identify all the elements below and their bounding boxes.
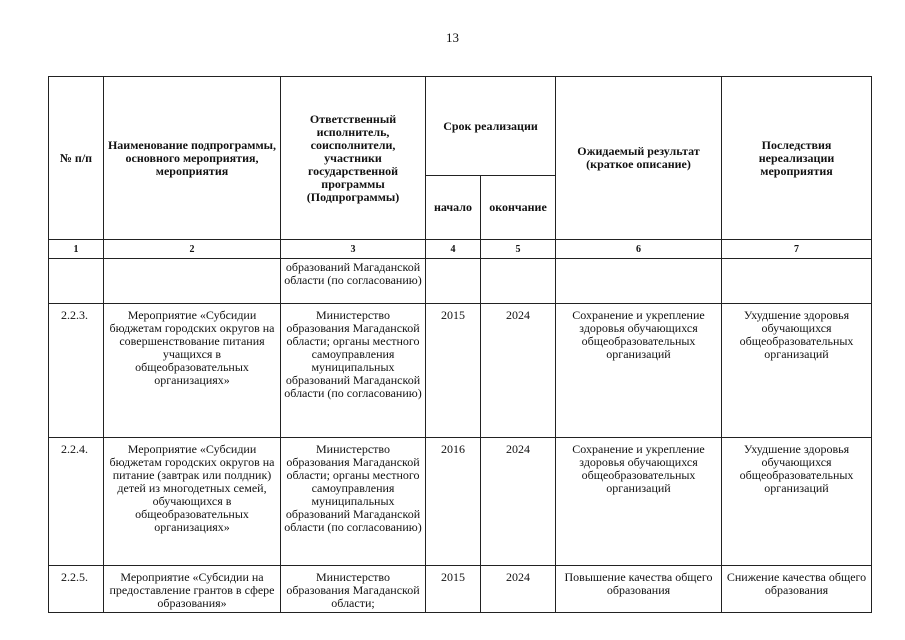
row-consequences: Ухудшение здоровья обучающихся общеобразовательных организаций (722, 304, 872, 438)
row-number: 2.2.4. (49, 438, 104, 566)
header-start: начало (426, 176, 481, 240)
empty-cell (49, 259, 104, 304)
row-number: 2.2.5. (49, 566, 104, 613)
row-consequences: Ухудшение здоровья обучающихся общеобразовательных организаций (722, 438, 872, 566)
header-name: Наименование подпрограммы, основного мероприятия, мероприятия (104, 77, 281, 240)
row-end: 2024 (481, 566, 556, 613)
row-name: Мероприятие «Субсидии на предоставление грантов в сфере образования» (104, 566, 281, 613)
empty-cell (481, 259, 556, 304)
row-name: Мероприятие «Субсидии бюджетам городских округов на питание (завтрак или полдник) детей из многодетных семей, обучающихся в общеобразовательных организациях» (104, 438, 281, 566)
column-number: 2 (104, 240, 281, 259)
header-num: № п/п (49, 77, 104, 240)
header-responsible: Ответственный исполнитель, соисполнители, участники государственной программы (Подпрограммы) (281, 77, 426, 240)
empty-cell (426, 259, 481, 304)
page-number: 13 (446, 30, 459, 45)
empty-cell (722, 259, 872, 304)
row-start: 2016 (426, 438, 481, 566)
table-row (49, 566, 872, 613)
header-consequences: Последствия нереализации мероприятия (722, 77, 872, 240)
column-number-row (49, 240, 872, 259)
row-start: 2015 (426, 566, 481, 613)
row-result: Сохранение и укрепление здоровья обучающихся общеобразовательных организаций (556, 304, 722, 438)
column-number: 4 (426, 240, 481, 259)
empty-cell (104, 259, 281, 304)
column-number: 5 (481, 240, 556, 259)
header-period: Срок реализации (426, 77, 556, 176)
row-result: Повышение качества общего образования (556, 566, 722, 613)
row-responsible: Министерство образования Магаданской области; органы местного самоуправления муниципальных образований Магаданской области (по согласованию) (281, 304, 426, 438)
table-row (49, 438, 872, 566)
row-responsible: Министерство образования Магаданской области; (281, 566, 426, 613)
header-result: Ожидаемый результат (краткое описание) (556, 77, 722, 240)
column-number: 6 (556, 240, 722, 259)
program-table (48, 76, 872, 613)
header-end: окончание (481, 176, 556, 240)
column-number: 7 (722, 240, 872, 259)
row-start: 2015 (426, 304, 481, 438)
column-number: 3 (281, 240, 426, 259)
row-responsible: Министерство образования Магаданской области; органы местного самоуправления муниципальных образований Магаданской области (по согласованию) (281, 438, 426, 566)
column-number: 1 (49, 240, 104, 259)
table-row (49, 304, 872, 438)
row-end: 2024 (481, 304, 556, 438)
row-name: Мероприятие «Субсидии бюджетам городских округов на совершенствование питания учащихся в общеобразовательных организациях» (104, 304, 281, 438)
empty-cell (556, 259, 722, 304)
continuation-responsible: образований Магаданской области (по согласованию) (281, 259, 426, 304)
continuation-row (49, 259, 872, 304)
row-end: 2024 (481, 438, 556, 566)
row-consequences: Снижение качества общего образования (722, 566, 872, 613)
row-result: Сохранение и укрепление здоровья обучающихся общеобразовательных организаций (556, 438, 722, 566)
row-number: 2.2.3. (49, 304, 104, 438)
